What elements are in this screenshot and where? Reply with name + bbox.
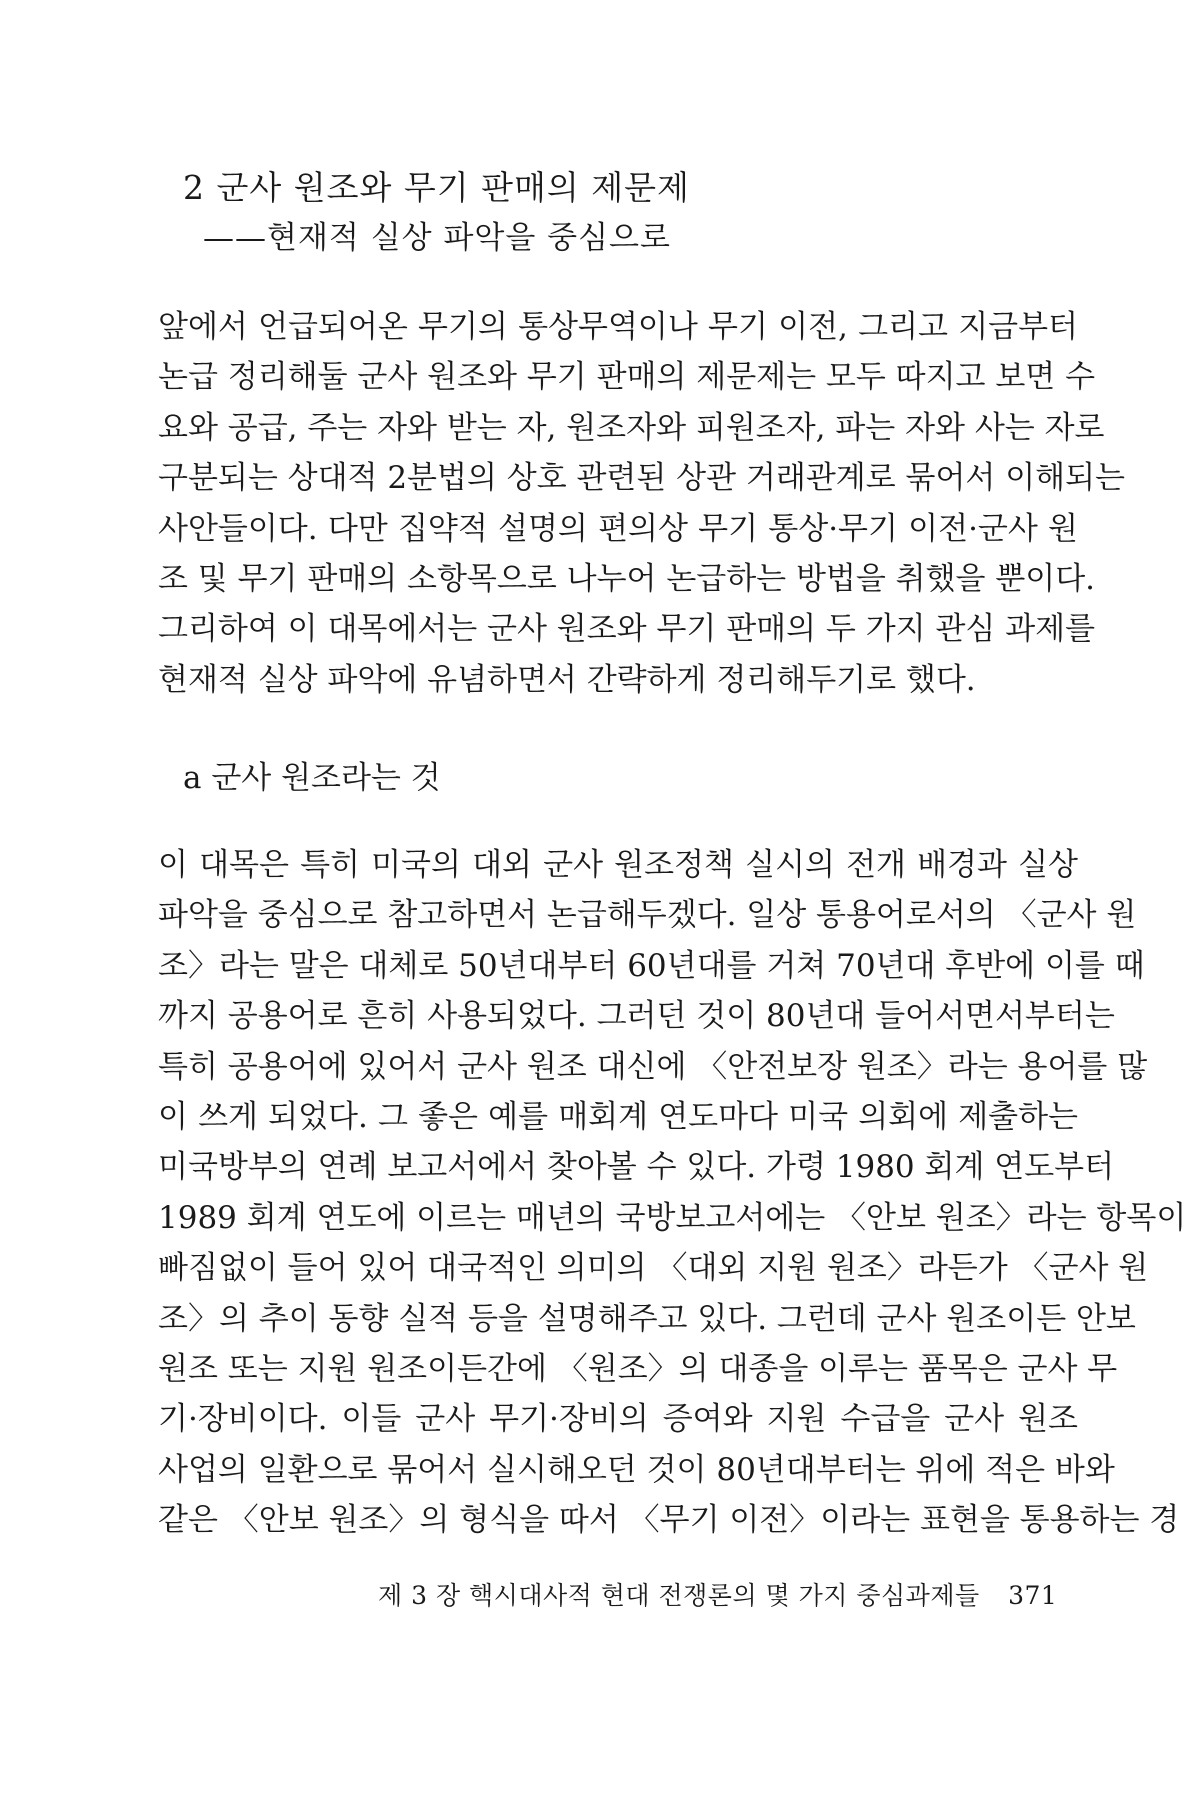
section-heading: 2 군사 원조와 무기 판매의 제문제 xyxy=(183,168,690,207)
text-line: 원조 또는 지원 원조이든간에 〈원조〉의 대종을 이루는 품목은 군사 무 xyxy=(158,1350,1118,1387)
text-line: 기·장비이다. 이들 군사 무기·장비의 증여와 지원 수급을 군사 원조 xyxy=(158,1401,1078,1438)
text-line: 구분되는 상대적 2분법의 상호 관련된 상관 거래관계로 묶어서 이해되는 xyxy=(158,460,1125,497)
text-line: 현재적 실상 파악에 유념하면서 간략하게 정리해두기로 했다. xyxy=(158,661,976,698)
text-line: 그리하여 이 대목에서는 군사 원조와 무기 판매의 두 가지 관심 과제를 xyxy=(158,611,1096,648)
subsection-heading: a 군사 원조라는 것 xyxy=(183,760,441,796)
text-line: 이 쓰게 되었다. 그 좋은 예를 매회계 연도마다 미국 의회에 제출하는 xyxy=(158,1098,1078,1135)
paragraph-1 xyxy=(158,302,1125,705)
page-footer xyxy=(378,1578,1057,1614)
text-line: 빠짐없이 들어 있어 대국적인 의미의 〈대외 지원 원조〉라든가 〈군사 원 xyxy=(158,1250,1149,1287)
text-line: 논급 정리해둘 군사 원조와 무기 판매의 제문제는 모두 따지고 보면 수 xyxy=(158,359,1096,396)
text-line: 조〉의 추이 동향 실적 등을 설명해주고 있다. 그런데 군사 원조이든 안보 xyxy=(158,1300,1136,1337)
page-number: 371 xyxy=(1008,1581,1058,1610)
text-line: 조 및 무기 판매의 소항목으로 나누어 논급하는 방법을 취했을 뿐이다. xyxy=(158,560,1096,597)
text-line: 앞에서 언급되어온 무기의 통상무역이나 무기 이전, 그리고 지금부터 xyxy=(158,309,1078,345)
text-line: 조〉라는 말은 대체로 50년대부터 60년대를 거쳐 70년대 후반에 이를 때 xyxy=(158,947,1145,984)
text-line: 1989 회계 연도에 이르는 매년의 국방보고서에는 〈안보 원조〉라는 항목이 xyxy=(158,1199,1187,1236)
text-line: 사안들이다. 다만 집약적 설명의 편의상 무기 통상·무기 이전·군사 원 xyxy=(158,510,1078,547)
running-title: 제 3 장 핵시대사적 현대 전쟁론의 몇 가지 중심과제들 xyxy=(378,1581,980,1610)
section-subtitle: ——현재적 실상 파악을 중심으로 xyxy=(203,220,671,256)
text-line: 요와 공급, 주는 자와 받는 자, 원조자와 피원조자, 파는 자와 사는 자로 xyxy=(158,409,1105,446)
text-line: 같은 〈안보 원조〉의 형식을 따서 〈무기 이전〉이라는 표현을 통용하는 경 xyxy=(158,1502,1180,1539)
text-line: 까지 공용어로 흔히 사용되었다. 그러던 것이 80년대 들어서면서부터는 xyxy=(158,998,1115,1035)
text-line: 파악을 중심으로 참고하면서 논급해두겠다. 일상 통용어로서의 〈군사 원 xyxy=(158,897,1137,934)
text-line: 미국방부의 연례 보고서에서 찾아볼 수 있다. 가령 1980 회계 연도부터 xyxy=(158,1149,1115,1186)
text-line: 이 대목은 특히 미국의 대외 군사 원조정책 실시의 전개 배경과 실상 xyxy=(158,847,1078,883)
text-line: 특히 공용어에 있어서 군사 원조 대신에 〈안전보장 원조〉라는 용어를 많 xyxy=(158,1048,1148,1085)
paragraph-2 xyxy=(158,840,1187,1545)
text-line: 사업의 일환으로 묶어서 실시해오던 것이 80년대부터는 위에 적은 바와 xyxy=(158,1451,1115,1488)
